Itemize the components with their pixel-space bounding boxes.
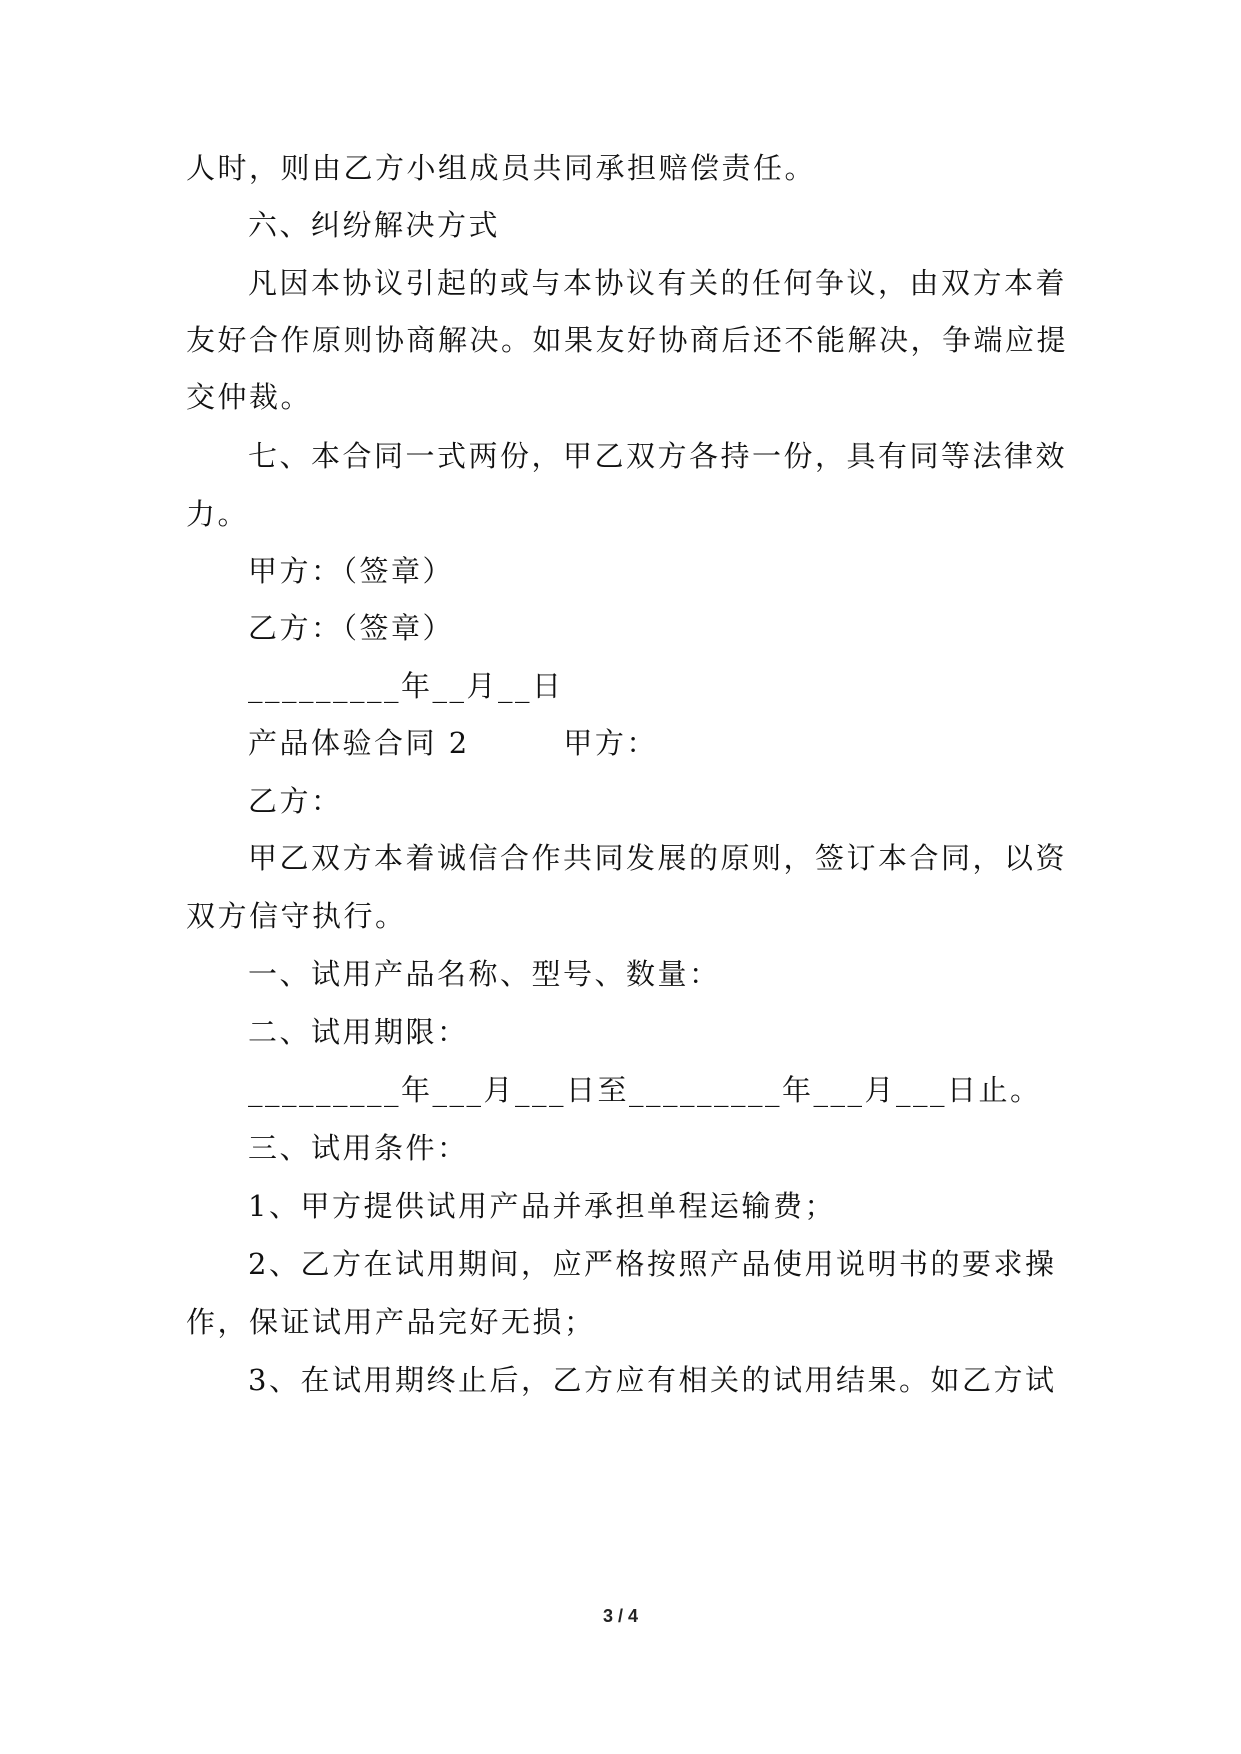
party-b-label: 乙方： [248,784,343,818]
section-heading-product: 一、试用产品名称、型号、数量： [248,957,721,991]
party-a-signature: 甲方：（签章） [248,554,455,588]
paragraph-line: 凡因本协议引起的或与本协议有关的任何争议，由双方本着 [248,266,1068,300]
condition-item: 3、在试用期终止后，乙方应有相关的试用结果。如乙方试 [248,1363,1057,1397]
paragraph-line: 人时，则由乙方小组成员共同承担赔偿责任。 [186,151,817,185]
paragraph-line: 交仲裁。 [186,380,313,414]
paragraph-line: 作，保证试用产品完好无损； [186,1305,596,1339]
paragraph-line: 七、本合同一式两份，甲乙双方各持一份，具有同等法律效 [248,439,1068,473]
date-range-line: _________年___月___日至_________年___月___日止。 [248,1073,1042,1107]
date-line: _________年__月__日 [248,669,564,703]
page-number: 3 / 4 [602,1606,639,1626]
section-heading-conditions: 三、试用条件： [248,1131,469,1165]
condition-item: 2、乙方在试用期间，应严格按照产品使用说明书的要求操 [248,1247,1057,1281]
paragraph-line: 力。 [186,497,250,531]
party-b-signature: 乙方：（签章） [248,611,455,645]
contract-title-line: 产品体验合同 2 甲方： [248,726,658,760]
section-heading-dispute: 六、纠纷解决方式 [248,208,501,242]
condition-item: 1、甲方提供试用产品并承担单程运输费； [248,1189,836,1223]
paragraph-line: 甲乙双方本着诚信合作共同发展的原则，签订本合同，以资 [248,841,1068,875]
paragraph-line: 友好合作原则协商解决。如果友好协商后还不能解决，争端应提 [186,323,1069,357]
section-heading-period: 二、试用期限： [248,1015,469,1049]
paragraph-line: 双方信守执行。 [186,899,407,933]
